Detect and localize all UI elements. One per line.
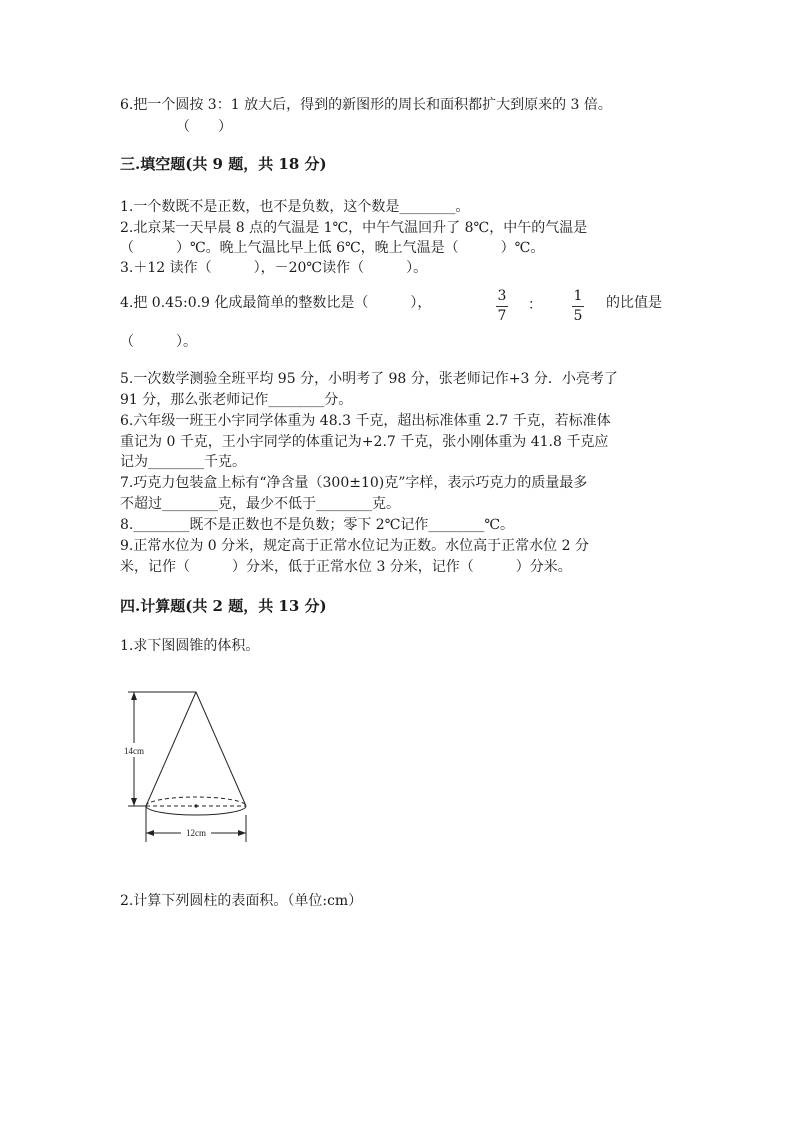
height-arrow-bottom <box>131 798 137 806</box>
fill-q7-line1: 7.巧克力包装盒上标有“净含量（300±10)克”字样，表示巧克力的质量最多 <box>120 475 588 491</box>
fraction-denominator: 7 <box>497 308 507 324</box>
diameter-label: 12cm <box>186 828 206 838</box>
fill-q4-tail: 的比值是 <box>606 295 662 311</box>
fill-q4-line1: 4.把 0.45:0.9 化成最简单的整数比是（ ）， <box>120 295 432 311</box>
fraction-3-7 <box>494 288 510 325</box>
fraction-numerator: 1 <box>573 288 583 304</box>
prev-question-6-line1: 6.把一个圆按 3：1 放大后，得到的新图形的周长和面积都扩大到原来的 3 倍。 <box>120 97 612 113</box>
section-4-title: 四.计算题(共 2 题，共 13 分) <box>120 597 327 615</box>
fraction-denominator: 5 <box>573 308 583 324</box>
fill-q9-line1: 9.正常水位为 0 分米，规定高于正常水位记为正数。水位高于正常水位 2 分 <box>120 538 589 554</box>
fill-q6-line2: 重记为 0 千克，王小宇同学的体重记为+2.7 千克，张小刚体重为 41.8 千克应 <box>120 434 609 450</box>
ratio-colon: ： <box>528 297 542 313</box>
fill-q2-line2: （ ）℃。晚上气温比早上低 6℃，晚上气温是（ ）℃。 <box>120 240 545 256</box>
section-3-title: 三.填空题(共 9 题，共 18 分) <box>120 155 327 173</box>
fraction-bar <box>572 306 584 307</box>
height-arrow-top <box>131 692 137 700</box>
fill-q4-line2: （ ）。 <box>120 334 197 350</box>
fraction-bar <box>496 306 508 307</box>
fill-q5-line2: 91 分，那么张老师记作________分。 <box>120 392 353 408</box>
calc-q1: 1.求下图圆锥的体积。 <box>120 638 260 654</box>
fill-q5-line1: 5.一次数学测验全班平均 95 分，小明考了 98 分，张老师记作+3 分．小亮考了 <box>120 371 618 387</box>
fill-q6-line1: 6.六年级一班王小宇同学体重为 48.3 千克，超出标准体重 2.7 千克，若标准体 <box>120 413 611 429</box>
fill-q7-line2: 不超过________克，最少不低于________克。 <box>120 496 400 512</box>
prev-question-6-answer-blank: （ ） <box>176 119 232 135</box>
cone-right-edge <box>196 692 246 806</box>
fill-q9-line2: 米，记作（ ）分米，低于正常水位 3 分米，记作（ ）分米。 <box>120 559 572 575</box>
cone-figure <box>118 682 258 852</box>
calc-q2: 2.计算下列圆柱的表面积。（单位:cm） <box>120 893 363 909</box>
base-center-dot <box>194 804 197 807</box>
fill-q8: 8.________既不是正数也不是负数；零下 2℃记作________℃。 <box>120 517 515 533</box>
fill-q6-line3: 记为________千克。 <box>120 454 246 470</box>
fraction-numerator: 3 <box>497 288 507 304</box>
fill-q3: 3.＋12 读作（ ），－20℃读作（ ）。 <box>120 260 428 276</box>
diameter-arrow-left <box>146 830 154 836</box>
height-label: 14cm <box>124 746 144 756</box>
fraction-1-5 <box>570 288 586 325</box>
fill-q2-line1: 2.北京某一天早晨 8 点的气温是 1℃，中午气温回升了 8℃，中午的气温是 <box>120 220 588 236</box>
diameter-arrow-right <box>238 830 246 836</box>
fill-q1: 1.一个数既不是正数，也不是负数，这个数是________。 <box>120 199 470 215</box>
cone-left-edge <box>146 692 196 806</box>
